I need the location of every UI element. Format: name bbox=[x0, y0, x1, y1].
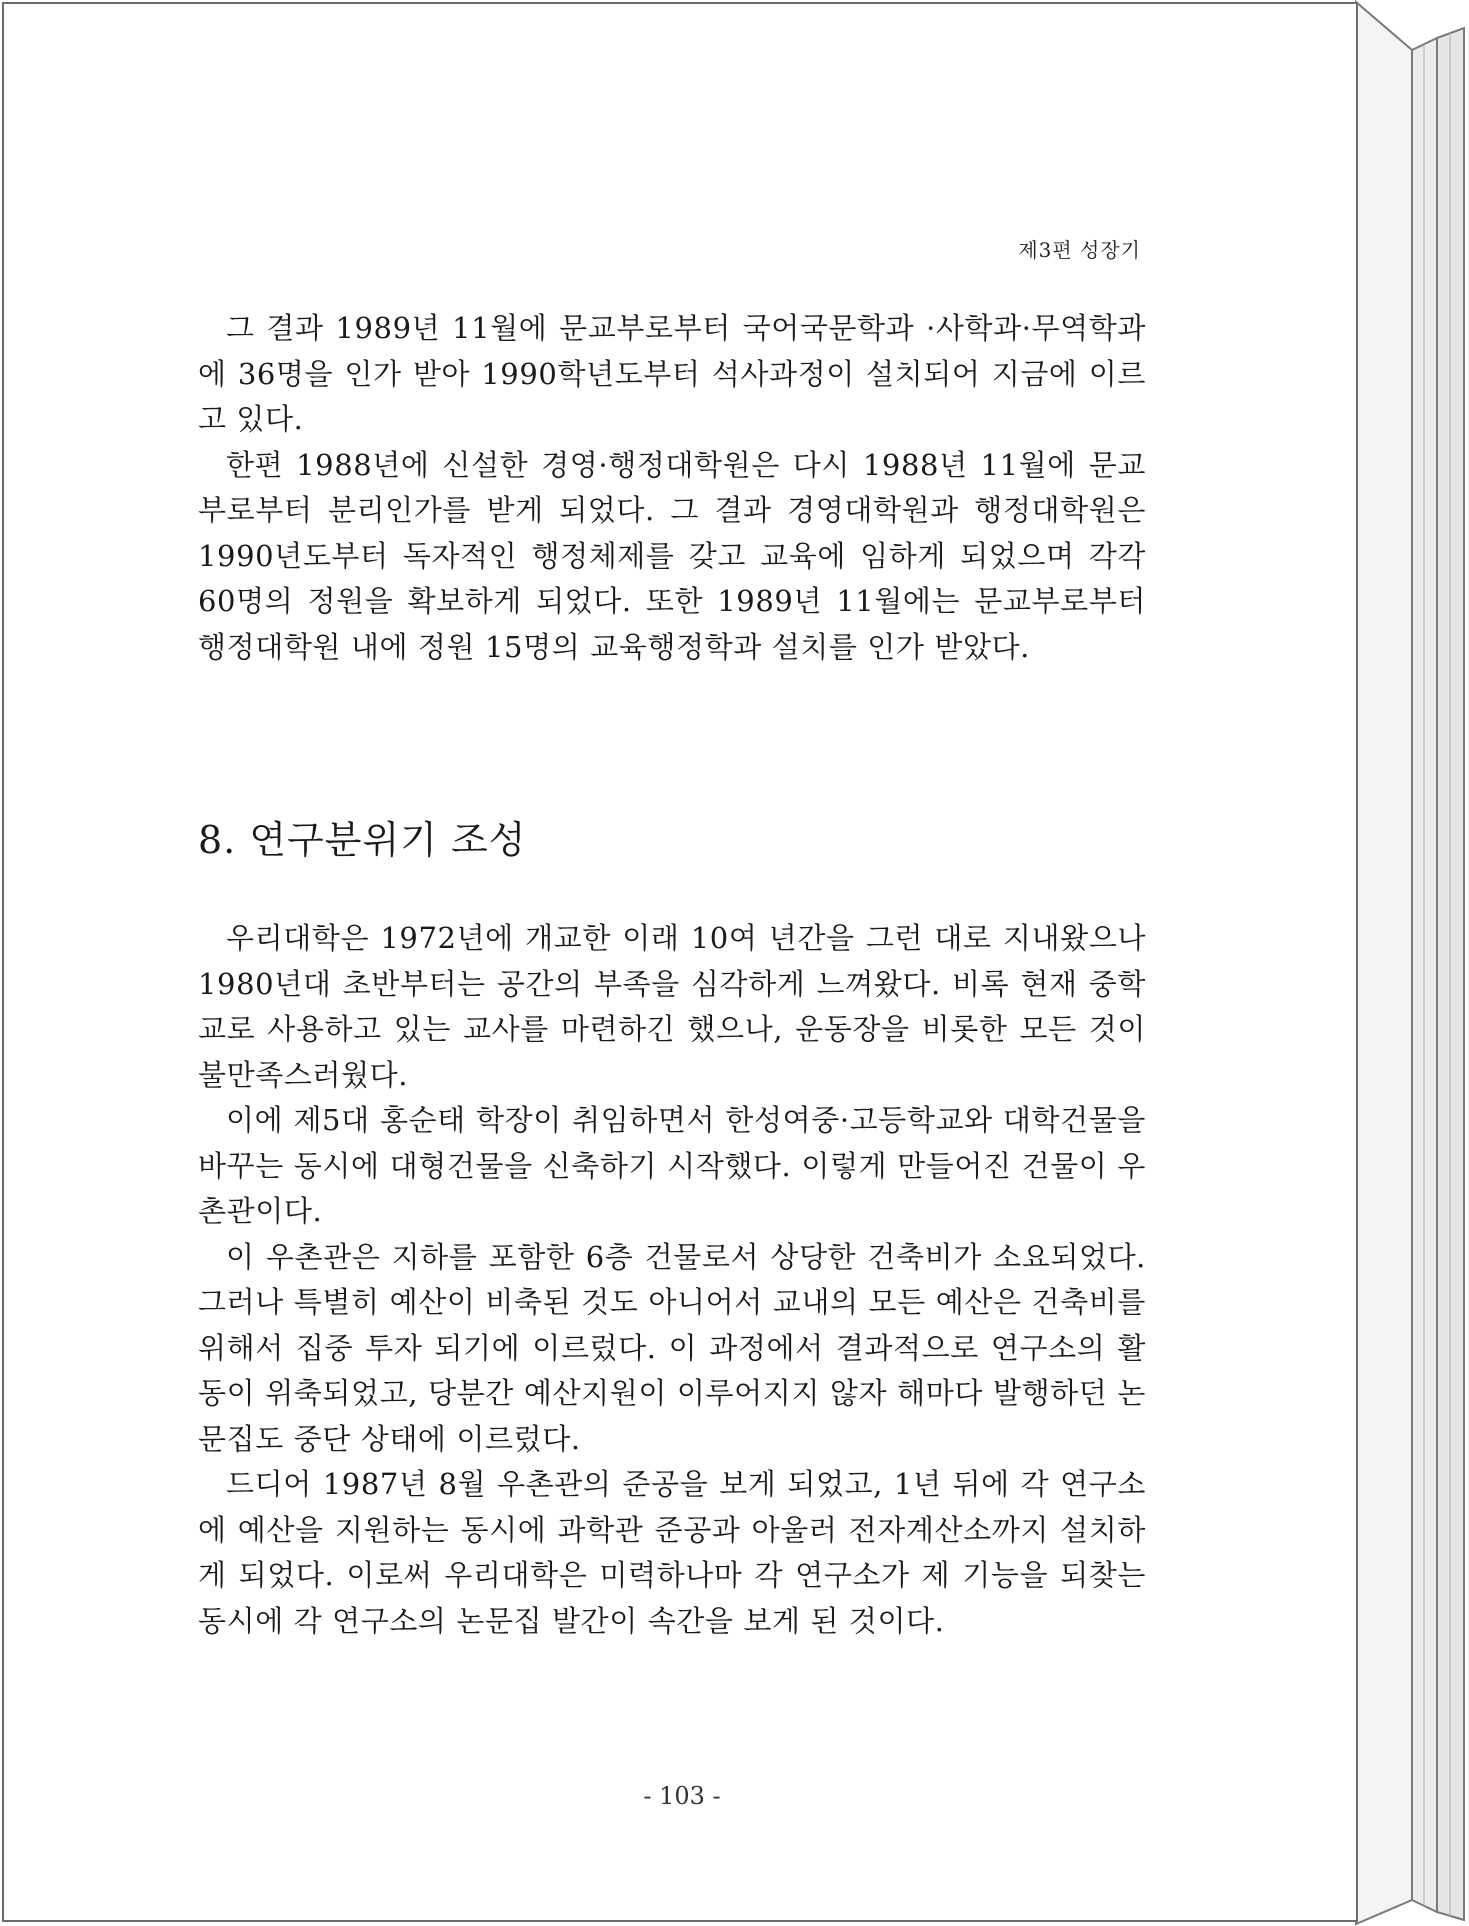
paragraph: 드디어 1987년 8월 우촌관의 준공을 보게 되었고, 1년 뒤에 각 연구소에 예산을 지원하는 동시에 과학관 준공과 아울러 전자계산소까지 설치하게 되었다. 이로써 우리대학은 미력하나마 각 연구소가 제 기능을 되찾는 동시에 각 연구소의 논문집 발간이 속간을 보게 된 것이다. bbox=[198, 1467, 1146, 1638]
paragraph: 이에 제5대 홍순태 학장이 취임하면서 한성여중·고등학교와 대학건물을 바꾸는 동시에 대형건물을 신축하기 시작했다. 이렇게 만들어진 건물이 우촌관이다. bbox=[198, 1103, 1146, 1228]
paragraph: 우리대학은 1972년에 개교한 이래 10여 년간을 그런 대로 지내왔으나 1980년대 초반부터는 공간의 부족을 심각하게 느껴왔다. 비록 현재 중학교로 사용하고 있는 교사를 마련하긴 했으나, 운동장을 비롯한 모든 것이 불만족스러웠다. bbox=[198, 921, 1146, 1092]
running-head: 제3편 성장기 bbox=[1018, 238, 1141, 262]
book-page bbox=[2, 2, 1358, 1922]
section-text-block bbox=[198, 916, 1146, 1644]
book-page-edges bbox=[1352, 0, 1468, 1926]
paragraph: 이 우촌관은 지하를 포함한 6층 건물로서 상당한 건축비가 소요되었다. 그러나 특별히 예산이 비축된 것도 아니어서 교내의 모든 예산은 건축비를 위해서 집중 투자 되기에 이르렀다. 이 과정에서 결과적으로 연구소의 활동이 위축되었고, 당분간 예산지원이 이루어지지 않자 해마다 발행하던 논문집도 중단 상태에 이르렀다. bbox=[198, 1239, 1146, 1456]
top-text-block bbox=[198, 306, 1146, 670]
page-number: - 103 - bbox=[643, 1782, 721, 1810]
paragraph: 한편 1988년에 신설한 경영·행정대학원은 다시 1988년 11월에 문교부로부터 분리인가를 받게 되었다. 그 결과 경영대학원과 행정대학원은 1990년도부터 독자적인 행정체제를 갖고 교육에 임하게 되었으며 각각 60명의 정원을 확보하게 되었다. 또한 1989년 11월에는 문교부로부터 행정대학원 내에 정원 15명의 교육행정학과 설치를 인가 받았다. bbox=[198, 447, 1146, 664]
paragraph: 그 결과 1989년 11월에 문교부로부터 국어국문학과 ·사학과·무역학과에 36명을 인가 받아 1990학년도부터 석사과정이 설치되어 지금에 이르고 있다. bbox=[198, 311, 1146, 436]
section-title: 8. 연구분위기 조성 bbox=[198, 818, 527, 862]
